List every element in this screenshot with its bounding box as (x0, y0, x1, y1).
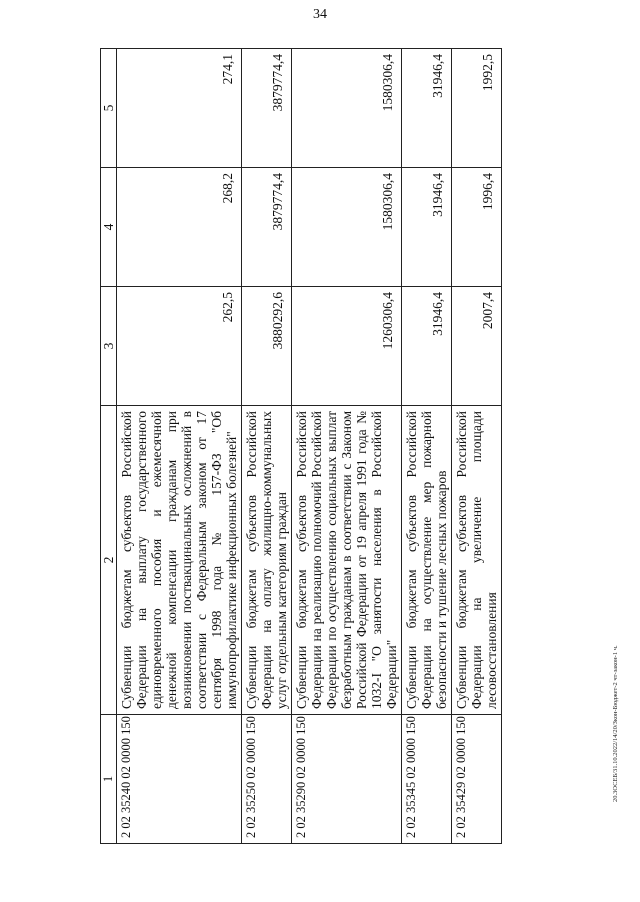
table-row (402, 49, 452, 844)
row-value-col3: 31946,4 (402, 287, 452, 406)
row-value-col4: 268,2 (117, 168, 242, 287)
row-value-col3: 3880292,6 (242, 287, 292, 406)
table-header-row (101, 49, 117, 844)
row-value-col4: 31946,4 (402, 168, 452, 287)
row-value-col4: 1580306,4 (292, 168, 402, 287)
row-value-col3: 262,5 (117, 287, 242, 406)
row-value-col4: 3879774,4 (242, 168, 292, 287)
row-value-col5: 1580306,4 (292, 49, 402, 168)
row-value-col4: 1996,4 (452, 168, 502, 287)
row-code: 2 02 35290 02 0000 150 (292, 715, 402, 844)
header-col-2: 2 (101, 406, 117, 715)
row-description: Субвенции бюджетам субъектов Российской Федерации на реализацию полномочий Российской Федерации по осуществлению социальных выплат безработным гражданам в соответствии с Законом Российской Федерации от 19 апреля 1991 года № 1032-I "О занятости населения в Российской Федерации" (292, 406, 402, 715)
header-col-4: 4 (101, 168, 117, 287)
table-row (292, 49, 402, 844)
row-description: Субвенции бюджетам субъектов Российской Федерации на увеличение площади лесовосстановления (452, 406, 502, 715)
header-col-1: 1 (101, 715, 117, 844)
budget-table (100, 48, 502, 844)
page-number: 34 (313, 7, 327, 22)
document-footer-code: 20.3ОСЕБ/31.10.2022/14/20/Зкон-Бюджет-2 чт-закон-1 ч. (612, 645, 619, 802)
row-code: 2 02 35345 02 0000 150 (402, 715, 452, 844)
header-col-3: 3 (101, 287, 117, 406)
rotated-table-container (100, 54, 610, 844)
row-value-col5: 3879774,4 (242, 49, 292, 168)
row-value-col5: 31946,4 (402, 49, 452, 168)
table-row (117, 49, 242, 844)
row-value-col5: 274,1 (117, 49, 242, 168)
header-col-5: 5 (101, 49, 117, 168)
row-value-col5: 1992,5 (452, 49, 502, 168)
row-code: 2 02 35240 02 0000 150 (117, 715, 242, 844)
row-code: 2 02 35429 02 0000 150 (452, 715, 502, 844)
row-code: 2 02 35250 02 0000 150 (242, 715, 292, 844)
row-description: Субвенции бюджетам субъектов Российской Федерации на осуществление мер пожарной безопасности и тушение лесных пожаров (402, 406, 452, 715)
row-value-col3: 1260306,4 (292, 287, 402, 406)
table-row (242, 49, 292, 844)
row-description: Субвенции бюджетам субъектов Российской Федерации на оплату жилищно-коммунальных услуг отдельным категориям граждан (242, 406, 292, 715)
row-description: Субвенции бюджетам субъектов Российской Федерации на выплату государственного единовременного пособия и ежемесячной денежной компенсации гражданам при возникновении поствакцинальных осложнений в соответствии с Федеральным законом от 17 сентября 1998 года № 157-ФЗ "Об иммунопрофилактике инфекционных болезней" (117, 406, 242, 715)
row-value-col3: 2007,4 (452, 287, 502, 406)
table-row (452, 49, 502, 844)
